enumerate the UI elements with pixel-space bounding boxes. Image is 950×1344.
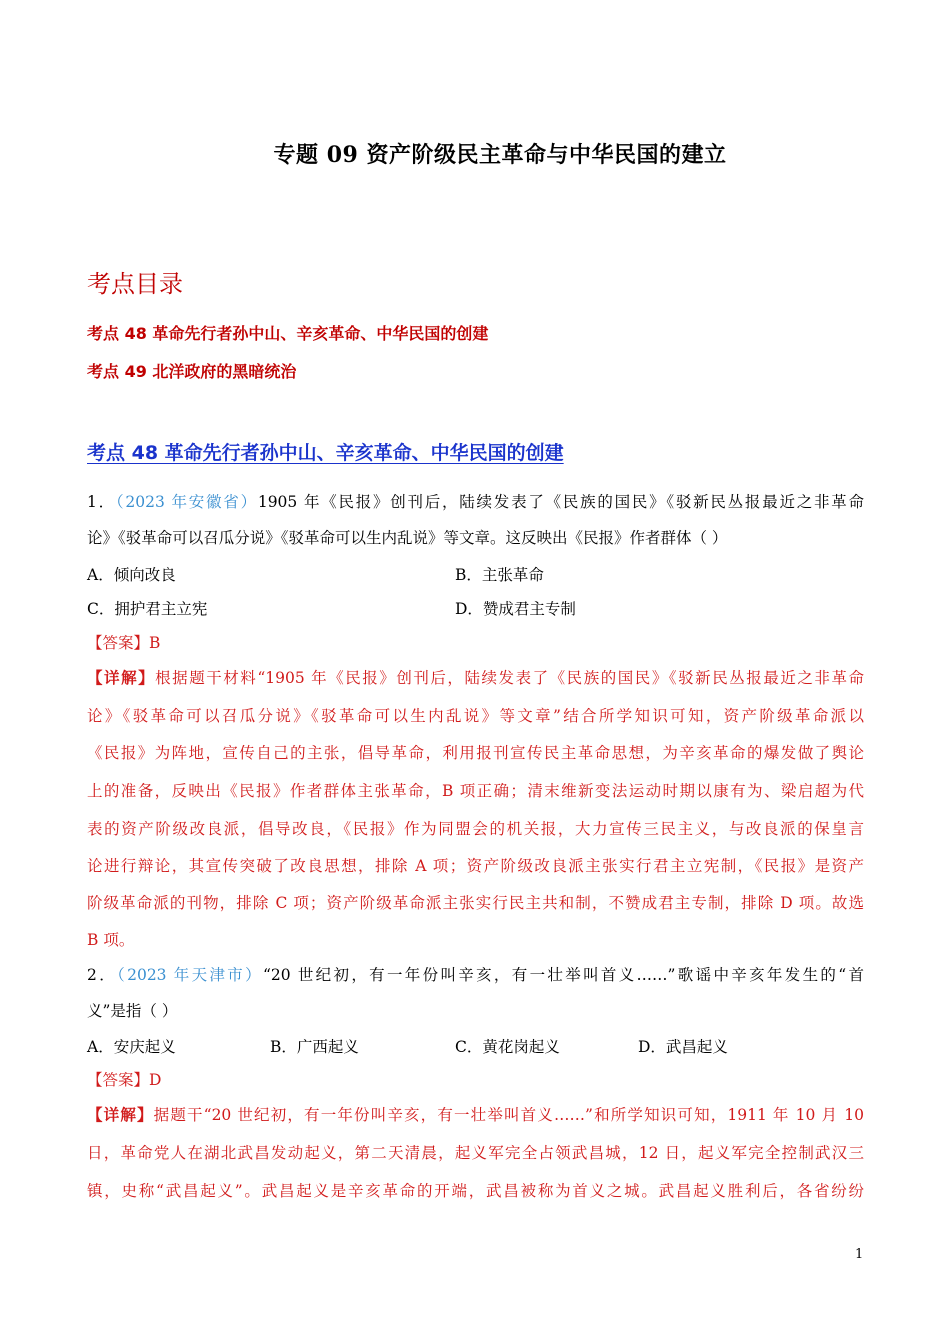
q1-detail-line: 论进行辩论，其宣传突破了改良思想，排除 A 项；资产阶级改良派主张实行君主立宪制，《民报》是资产 [87, 857, 864, 875]
q1-answer [87, 632, 864, 654]
q1-detail-line: 阶级革命派的刊物，排除 C 项；资产阶级革命派主张实行民主共和制，不赞成君主专制，排除 D 项。故选 [87, 894, 864, 912]
q1-source: （2023 年安徽省） [115, 493, 258, 511]
q1-detail-text: 根据题干材料“1905 年《民报》创刊后，陆续发表了《民族的国民》《驳新民丛报最近之非革命 [155, 669, 864, 687]
toc-heading: 考点目录 [87, 270, 183, 298]
q2-option-d: D．武昌起义 [638, 1038, 728, 1056]
q1-stem-line1 [87, 491, 864, 513]
q1-number: 1． [87, 493, 116, 511]
q2-answer-tag: 【答案】 [87, 1071, 150, 1089]
q1-answer-value: B [149, 634, 161, 652]
q1-detail-line: B 项。 [87, 931, 135, 949]
section-heading[interactable]: 考点 48 革命先行者孙中山、辛亥革命、中华民国的创建 [87, 442, 564, 464]
q2-detail-text: 据题干“20 世纪初，有一年份叫辛亥，有一壮举叫首义……”和所学知识可知，1911 年 10 月 10 [153, 1106, 864, 1124]
q1-option-d: D．赞成君主专制 [455, 600, 576, 618]
toc-item-48[interactable]: 考点 48 革命先行者孙中山、辛亥革命、中华民国的创建 [87, 324, 489, 343]
q2-detail-line: 镇，史称“武昌起义”。武昌起义是辛亥革命的开端，武昌被称为首义之城。武昌起义胜利后，各省纷纷 [87, 1182, 864, 1200]
q2-detail-line: 日，革命党人在湖北武昌发动起义，第二天清晨，起义军完全占领武昌城，12 日，起义军完全控制武汉三 [87, 1144, 864, 1162]
q2-option-a: A．安庆起义 [87, 1038, 176, 1056]
q1-stem-text1: 1905 年《民报》创刊后，陆续发表了《民族的国民》《驳新民丛报最近之非革命 [257, 493, 864, 511]
q1-detail-line: 上的准备，反映出《民报》作者群体主张革命，B 项正确；清末维新变法运动时期以康有为、梁启超为代 [87, 782, 864, 800]
q2-stem-text1: “20 世纪初，有一年份叫辛亥，有一壮举叫首义……”歌谣中辛亥年发生的“首 [262, 966, 864, 984]
q2-answer-value: D [149, 1071, 162, 1089]
q1-detail-line: 表的资产阶级改良派，倡导改良，《民报》作为同盟会的机关报，大力宣传三民主义，与改良派的保皇言 [87, 820, 864, 838]
q1-option-a: A．倾向改良 [87, 566, 176, 584]
q1-option-c: C．拥护君主立宪 [87, 600, 208, 618]
q1-answer-tag: 【答案】 [87, 634, 150, 652]
q1-stem-line2: 论》《驳革命可以召瓜分说》《驳革命可以生内乱说》等文章。这反映出《民报》作者群体（ ） [87, 529, 728, 547]
page-title: 专题 09 资产阶级民主革命与中华民国的建立 [273, 142, 727, 168]
q2-stem-line1 [87, 964, 864, 986]
page-number: 1 [855, 1247, 864, 1262]
q2-detail-tag: 【详解】 [87, 1105, 154, 1124]
toc-item-49[interactable]: 考点 49 北洋政府的黑暗统治 [87, 362, 297, 381]
q1-detail-line: 《民报》为阵地，宣传自己的主张，倡导革命，利用报刊宣传民主革命思想，为辛亥革命的爆发做了舆论 [87, 744, 864, 762]
q1-option-b: B．主张革命 [455, 566, 544, 584]
q2-number: 2． [87, 966, 118, 984]
q2-option-c: C．黄花岗起义 [455, 1038, 560, 1056]
q1-detail-tag: 【详解】 [87, 668, 156, 687]
q2-source: （2023 年天津市） [117, 966, 263, 984]
q1-detail-line [87, 667, 864, 689]
q2-answer [87, 1069, 864, 1091]
q2-option-b: B．广西起义 [270, 1038, 359, 1056]
q1-detail-line: 论》《驳革命可以召瓜分说》《驳革命可以生内乱说》等文章”结合所学知识可知，资产阶级革命派以 [87, 707, 864, 725]
q2-stem-line2: 义”是指（ ） [87, 1002, 178, 1020]
q2-detail-line [87, 1104, 864, 1126]
